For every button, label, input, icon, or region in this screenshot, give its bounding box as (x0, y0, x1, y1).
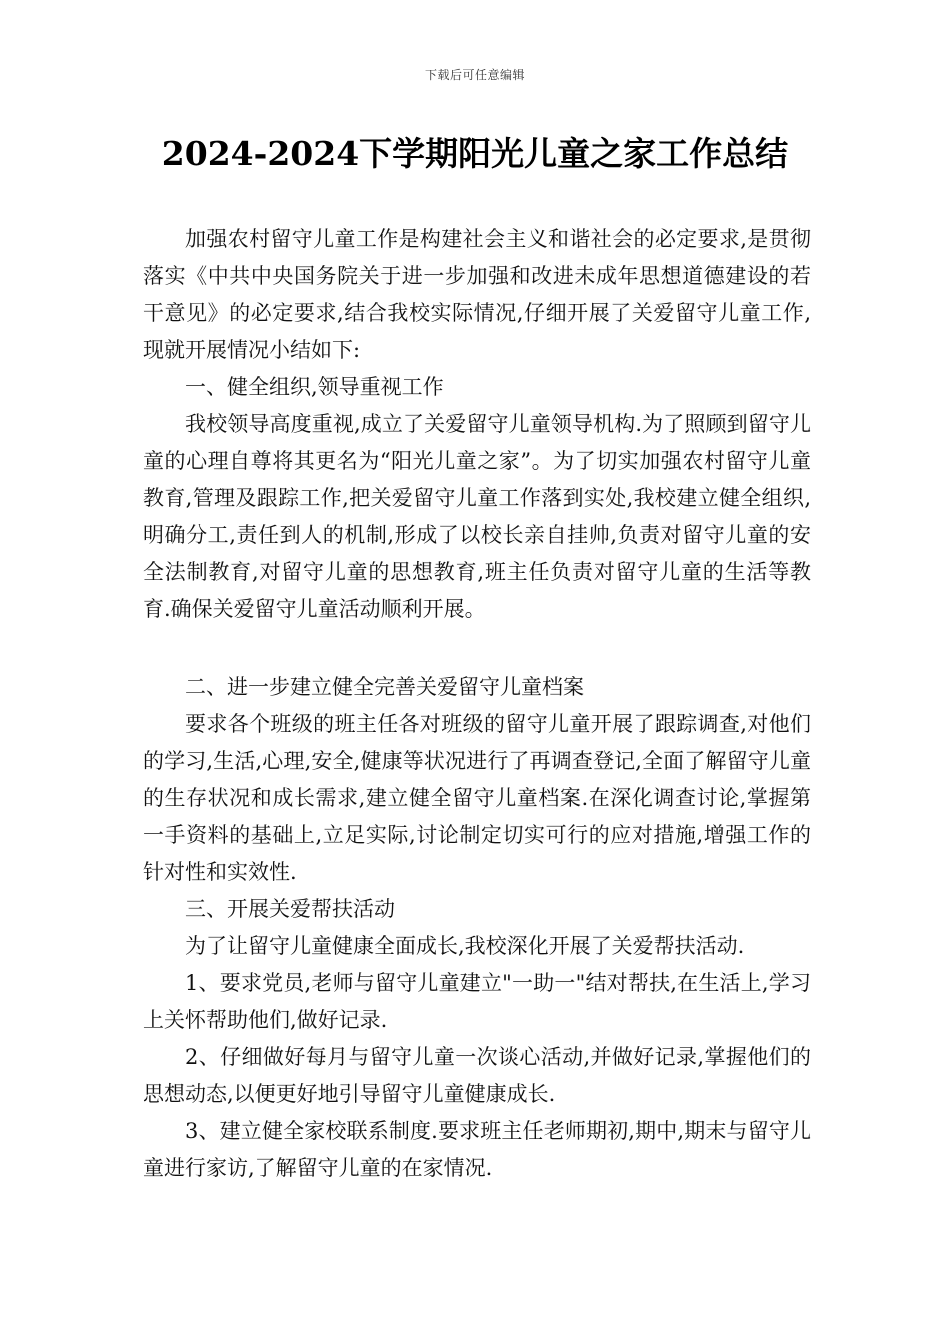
section-2-paragraph-1: 要求各个班级的班主任各对班级的留守儿童开展了跟踪调查,对他们的学习,生活,心理,安全,健康等状况进行了再调查登记,全面了解留守儿童的生存状况和成长需求,建立健全留守儿童档案.在深化调查讨论,掌握第一手资料的基础上,立足实际,讨论制定切实可行的应对措施,增强工作的针对性和实效性. (143, 712, 811, 884)
section-3-heading: 三、开展关爱帮扶活动 (185, 897, 395, 921)
section-1 (143, 369, 811, 628)
header-note: 下载后可任意编辑 (424, 68, 525, 82)
section-3-paragraph-4: 3、建立健全家校联系制度.要求班主任老师期初,期中,期末与留守儿童进行家访,了解留守儿童的在家情况. (143, 1119, 811, 1180)
intro-block (143, 221, 811, 369)
section-3-paragraph-3: 2、仔细做好每月与留守儿童一次谈心活动,并做好记录,掌握他们的思想动态,以便更好地引导留守儿童健康成长. (143, 1045, 811, 1106)
intro-paragraph: 加强农村留守儿童工作是构建社会主义和谐社会的必定要求,是贯彻落实《中共中央国务院关于进一步加强和改进未成年思想道德建设的若干意见》的必定要求,结合我校实际情况,仔细开展了关爱留守儿童工作,现就开展情况小结如下: (143, 227, 811, 362)
section-2 (143, 669, 811, 891)
section-1-paragraph-1: 我校领导高度重视,成立了关爱留守儿童领导机构.为了照顾到留守儿童的心理自尊将其更名为“阳光儿童之家”。为了切实加强农村留守儿童教育,管理及跟踪工作,把关爱留守儿童工作落到实处,我校建立健全组织,明确分工,责任到人的机制,形成了以校长亲自挂帅,负责对留守儿童的安全法制教育,对留守儿童的思想教育,班主任负责对留守儿童的生活等教育.确保关爱留守儿童活动顺利开展。 (143, 412, 811, 621)
document-title: 2024-2024下学期阳光儿童之家工作总结 (161, 134, 789, 173)
section-3 (143, 891, 811, 1187)
section-2-heading: 二、进一步建立健全完善关爱留守儿童档案 (185, 675, 584, 699)
section-3-paragraph-2: 1、要求党员,老师与留守儿童建立"一助一"结对帮扶,在生活上,学习上关怀帮助他们,做好记录. (143, 971, 811, 1032)
section-1-heading: 一、健全组织,领导重视工作 (185, 375, 444, 399)
section-3-paragraph-1: 为了让留守儿童健康全面成长,我校深化开展了关爱帮扶活动. (185, 934, 745, 958)
